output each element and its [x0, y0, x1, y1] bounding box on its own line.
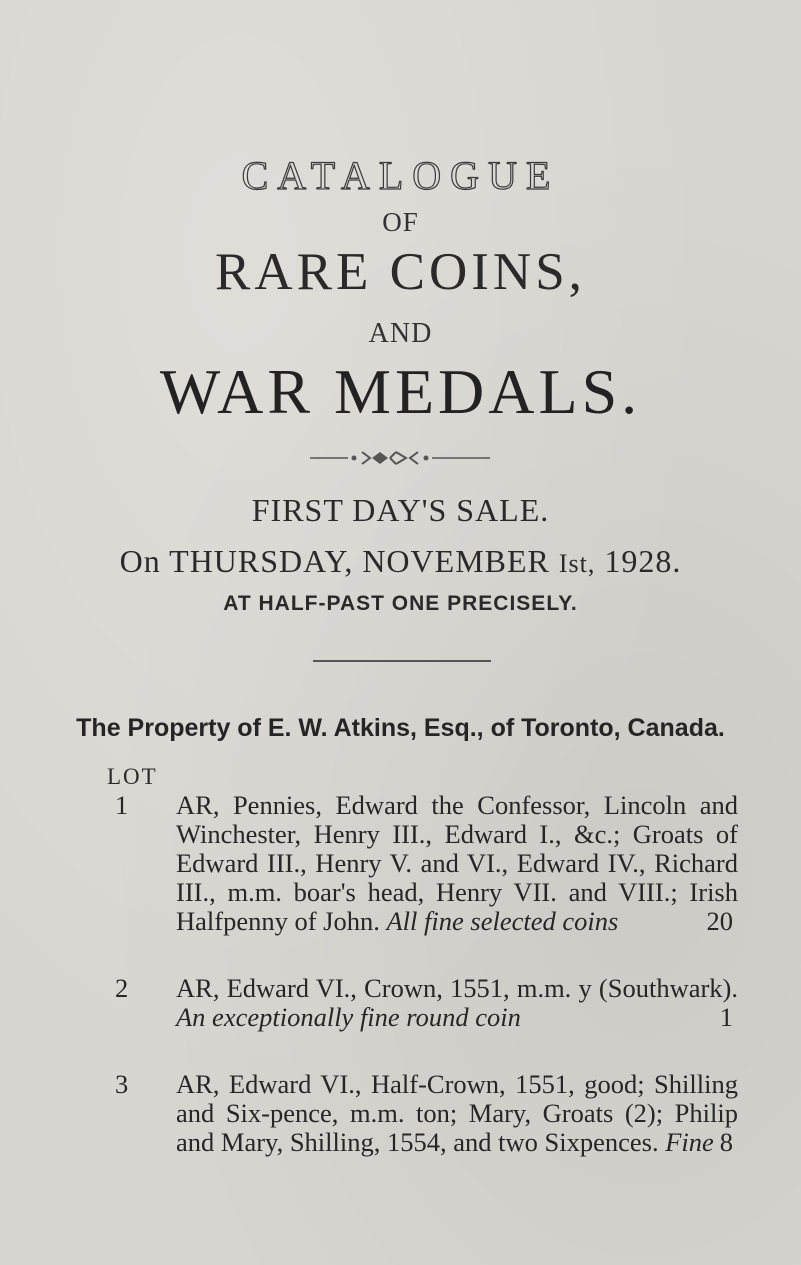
sale-date: [0, 543, 801, 580]
lot-quantity: 20: [706, 906, 733, 936]
lot-text: AR, Edward VI., Half-Crown, 1551, good; Shilling and Six-pence, m.m. ton; Mary, Groats (2); Philip and Mary, Shilling, 1554, and two Sixpences.: [176, 1069, 738, 1157]
lot-remark: An exceptionally fine round coin: [176, 1002, 521, 1032]
lot-number: 2: [115, 973, 129, 1003]
sale-date-day: Ist,: [558, 549, 596, 578]
lot-description: [176, 1070, 738, 1157]
lot-description: [176, 791, 738, 936]
sale-time: AT HALF-PAST ONE PRECISELY.: [223, 592, 578, 615]
sale-date-day-month: THURSDAY, NOVEMBER: [169, 543, 550, 579]
title-and: AND: [368, 318, 433, 349]
lot-column-header: LOT: [107, 764, 158, 789]
lot-remark: Fine: [665, 1127, 714, 1157]
lot-description: [176, 974, 738, 1032]
property-line: The Property of E. W. Atkins, Esq., of Toronto, Canada.: [76, 714, 725, 742]
ornament-divider: [310, 448, 490, 468]
sale-heading: FIRST DAY'S SALE.: [251, 492, 550, 528]
lot-remark: All fine selected coins: [386, 906, 619, 936]
title-rare-coins: RARE COINS,: [215, 243, 586, 301]
title-of: OF: [382, 207, 419, 237]
section-rule: [313, 660, 491, 662]
catalogue-title: CATALOGUE: [241, 153, 560, 198]
title-war-medals: WAR MEDALS.: [159, 356, 642, 427]
lot-text: AR, Edward VI., Crown, 1551, m.m. y (Southwark).: [176, 973, 738, 1003]
lot-number: 3: [115, 1069, 129, 1099]
lot-text: AR, Pennies, Edward the Confessor, Lincoln and Winchester, Henry III., Edward I., &c.; Groats of Edward III., Henry V. and VI., Edward IV., Richard III., m.m. boar's head, Henry VII. and VIII.; Irish Halfpenny of John.: [176, 790, 738, 936]
lot-number: 1: [115, 790, 129, 820]
sale-date-year: 1928.: [604, 543, 682, 579]
lot-quantity: 1: [719, 1002, 733, 1032]
lot-quantity: 8: [719, 1127, 733, 1157]
sale-date-on: On: [119, 543, 161, 579]
